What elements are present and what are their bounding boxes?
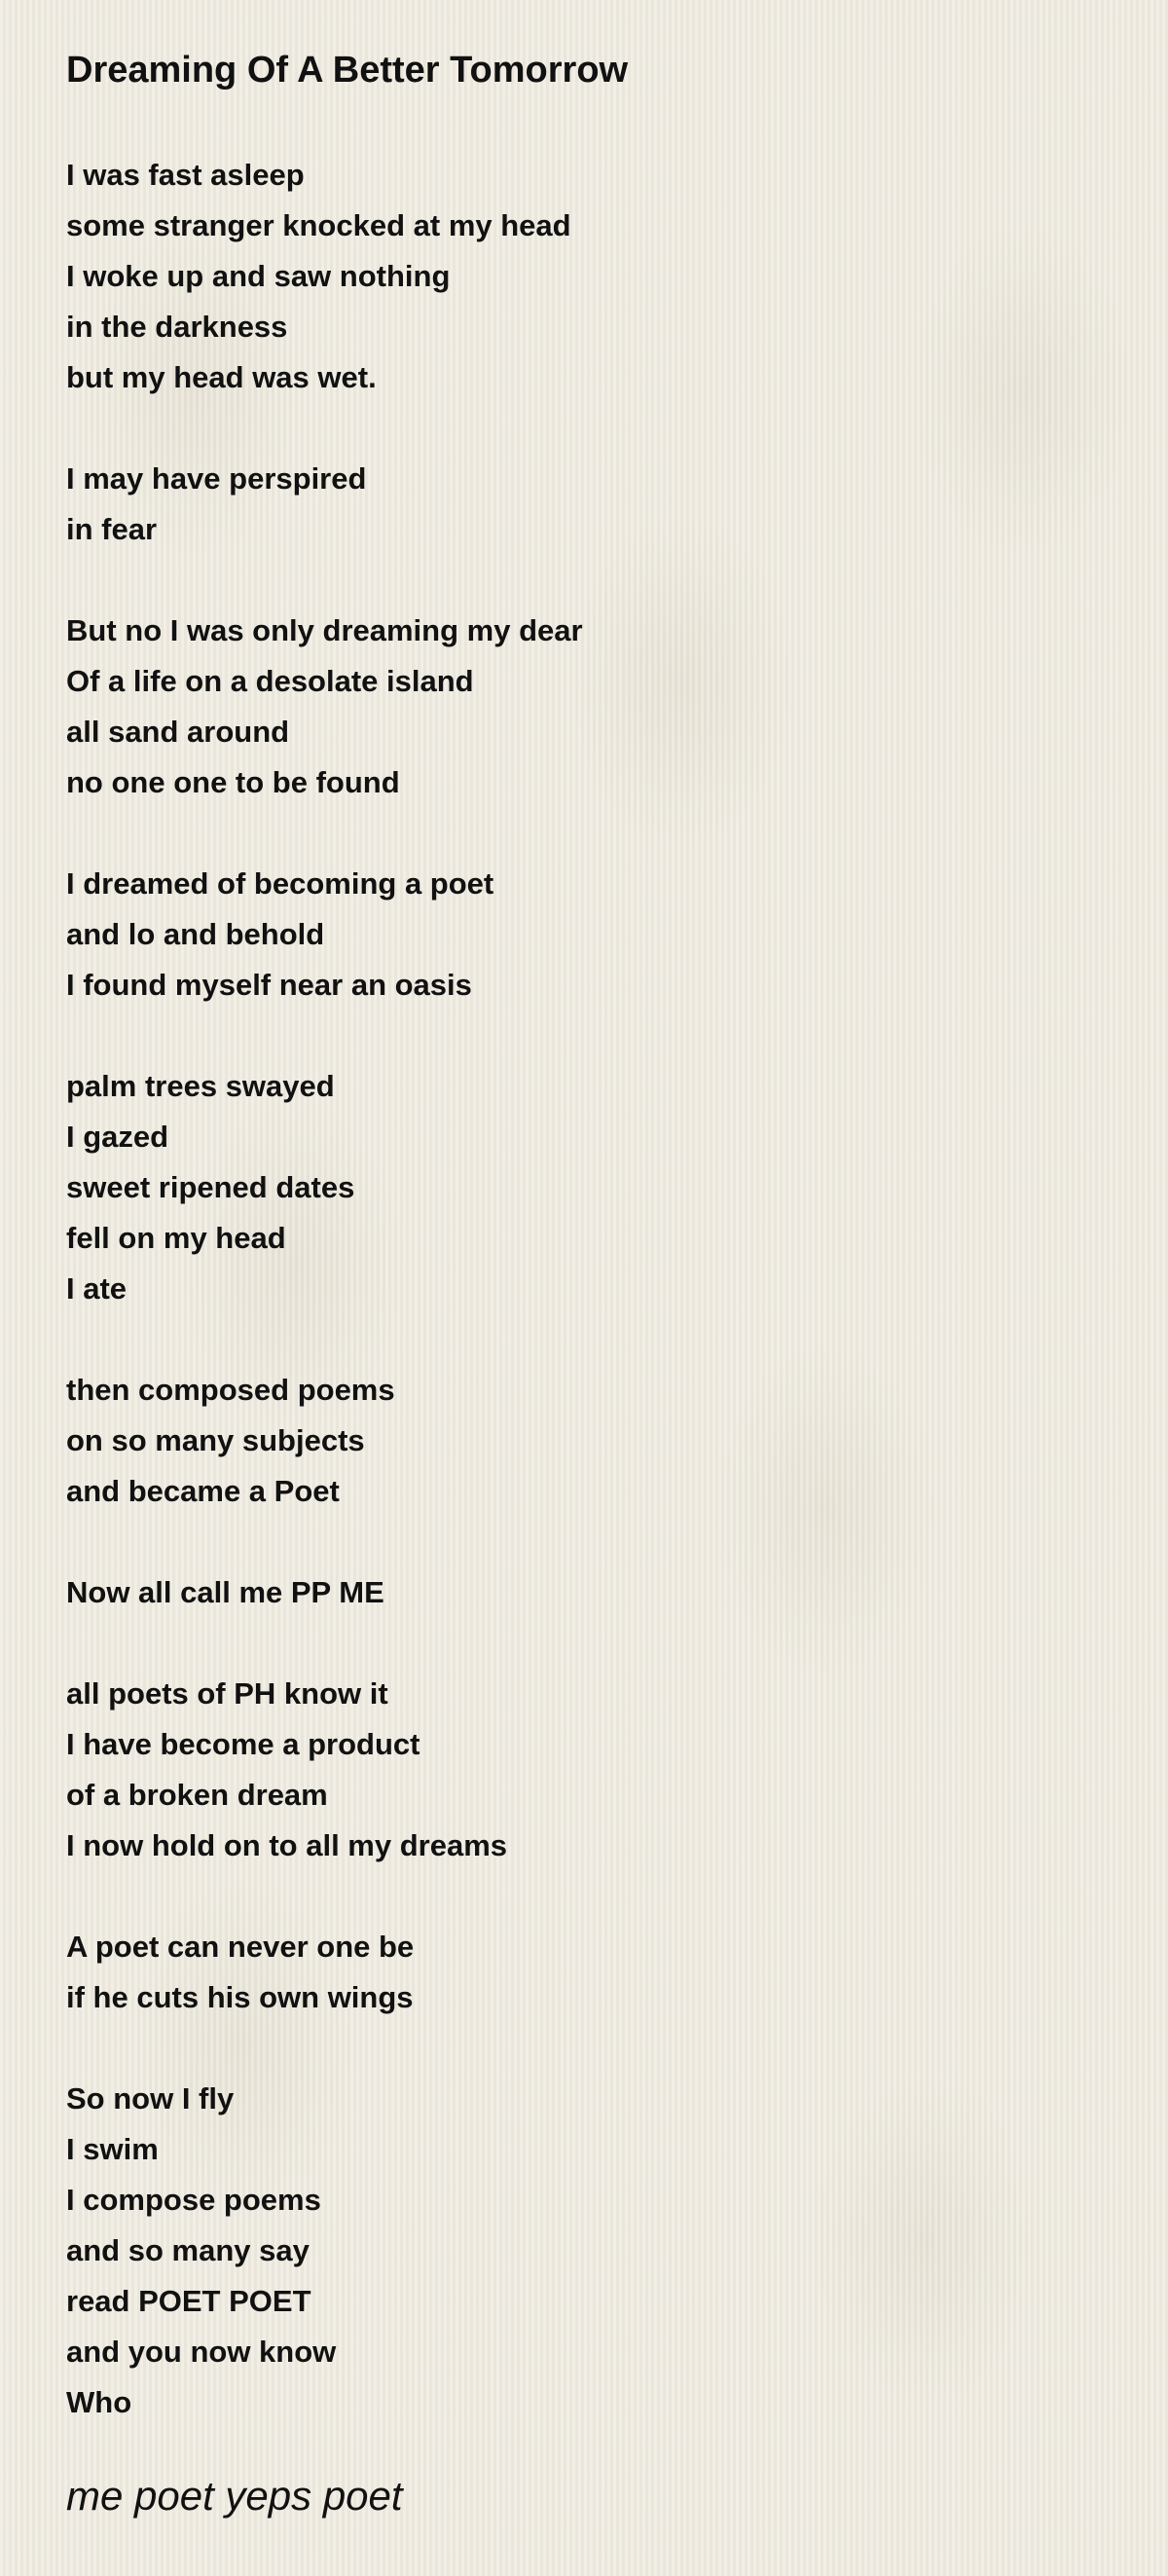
poem-line: no one one to be found <box>66 765 400 799</box>
poem-line: I woke up and saw nothing <box>66 259 451 293</box>
stanza-break <box>66 555 583 606</box>
poem-line: all sand around <box>66 715 290 749</box>
poem-line: palm trees swayed <box>66 1069 335 1103</box>
poem-line: in fear <box>66 512 158 546</box>
poem-line: fell on my head <box>66 1221 286 1255</box>
stanza-break <box>66 2023 583 2074</box>
poem-line: then composed poems <box>66 1373 395 1407</box>
poem-line: some stranger knocked at my head <box>66 208 571 242</box>
poem-title: Dreaming Of A Better Tomorrow <box>66 50 629 91</box>
stanza-break <box>66 403 583 454</box>
poem-line: and became a Poet <box>66 1474 340 1508</box>
stanza-break <box>66 1871 583 1922</box>
poem-line: I ate <box>66 1271 128 1306</box>
poem-line: A poet can never one be <box>66 1930 415 1964</box>
poem-line: I compose poems <box>66 2183 321 2217</box>
poem-line: I now hold on to all my dreams <box>66 1828 507 1862</box>
poem-line: So now I fly <box>66 2081 235 2116</box>
stanza-break <box>66 1517 583 1567</box>
poem-line: I have become a product <box>66 1727 420 1761</box>
poem-line: of a broken dream <box>66 1778 328 1812</box>
poem-line: in the darkness <box>66 310 288 344</box>
poem-line: if he cuts his own wings <box>66 1980 414 2014</box>
poem-line: all poets of PH know it <box>66 1676 388 1711</box>
poem-body <box>66 150 583 2428</box>
poem-line: Who <box>66 2385 132 2419</box>
poem-line: but my head was wet. <box>66 360 377 394</box>
poem-line: But no I was only dreaming my dear <box>66 613 583 647</box>
poem-line: and lo and behold <box>66 917 325 951</box>
poem-line: I was fast asleep <box>66 158 305 192</box>
stanza-break <box>66 808 583 859</box>
poem-line: Now all call me PP ME <box>66 1575 384 1609</box>
poem-line: sweet ripened dates <box>66 1170 355 1204</box>
poem-line: I swim <box>66 2132 159 2166</box>
poem-line: read POET POET <box>66 2284 311 2318</box>
poem-line: on so many subjects <box>66 1423 365 1457</box>
poem-line: and you now know <box>66 2335 337 2369</box>
stanza-break <box>66 1618 583 1669</box>
stanza-break <box>66 1011 583 1061</box>
poem-line: and so many say <box>66 2233 310 2267</box>
poem-author: me poet yeps poet <box>66 2473 403 2519</box>
poem-line: I gazed <box>66 1120 169 1154</box>
poem-line: Of a life on a desolate island <box>66 664 474 698</box>
poem-line: I may have perspired <box>66 461 367 496</box>
poem-line: I dreamed of becoming a poet <box>66 866 494 901</box>
stanza-break <box>66 1314 583 1365</box>
poem-line: I found myself near an oasis <box>66 968 472 1002</box>
